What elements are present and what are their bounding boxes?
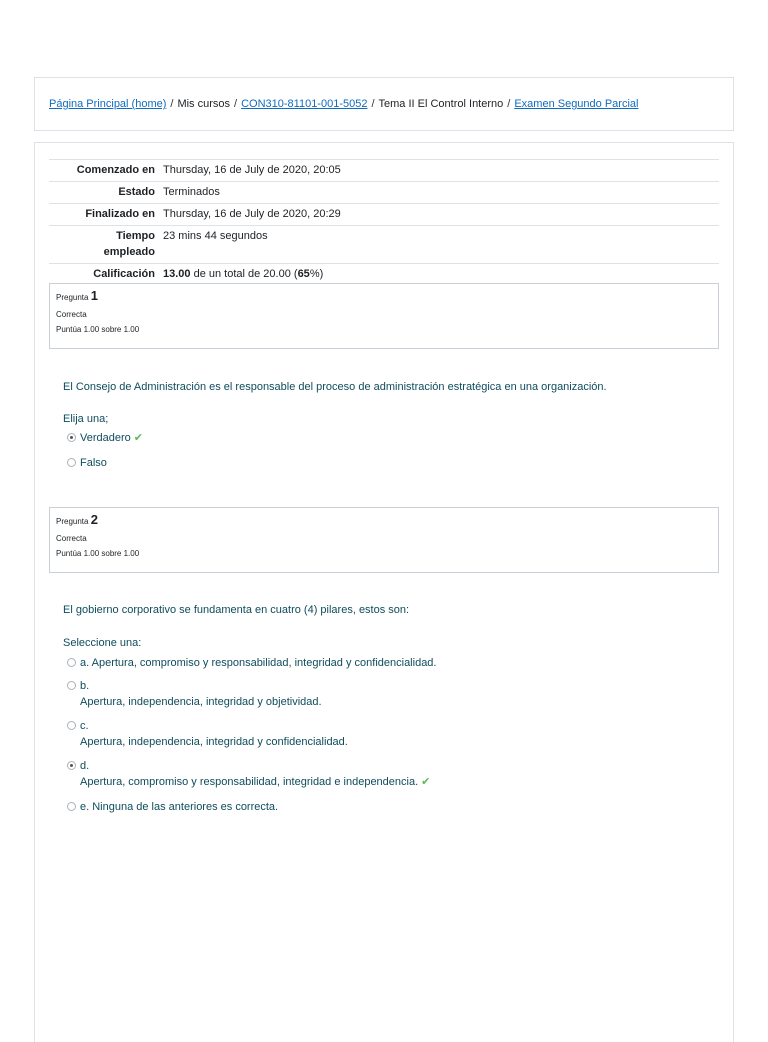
question-points: Puntúa 1.00 sobre 1.00 <box>56 325 140 334</box>
radio-icon[interactable] <box>67 721 76 730</box>
question-2-option-e[interactable] <box>67 799 278 815</box>
question-prefix: Pregunta <box>56 517 89 526</box>
question-status: Correcta <box>56 310 87 319</box>
summary-row-time <box>49 226 719 264</box>
summary-label <box>49 226 159 264</box>
check-icon: ✔ <box>421 776 431 788</box>
option-label: a. Apertura, compromiso y responsabilidad, integridad y confidencialidad. <box>80 657 437 669</box>
question-1-text: El Consejo de Administración es el responsable del proceso de administración estratégica en una organización. <box>63 381 607 393</box>
radio-icon[interactable] <box>67 802 76 811</box>
breadcrumb-separator: / <box>234 98 238 110</box>
question-points: Puntúa 1.00 sobre 1.00 <box>56 549 140 558</box>
grade-score: 13.00 <box>163 268 191 280</box>
breadcrumb-card <box>34 77 734 131</box>
question-2-info <box>49 507 719 573</box>
summary-label: Finalizado en <box>49 204 159 226</box>
summary-value: Thursday, 16 de July de 2020, 20:05 <box>159 160 719 182</box>
breadcrumb-home-link[interactable]: Página Principal (home) <box>49 98 167 110</box>
summary-label: Estado <box>49 182 159 204</box>
option-label: c. <box>80 720 89 732</box>
question-2-option-a[interactable] <box>67 655 436 671</box>
breadcrumb-my-courses: Mis cursos <box>177 98 231 110</box>
option-body: Apertura, independencia, integridad y confidencialidad. <box>80 736 348 748</box>
summary-label-line: Tiempo <box>116 230 155 242</box>
question-2-prompt: Seleccione una: <box>63 637 142 649</box>
question-1-option-false[interactable] <box>67 455 107 471</box>
breadcrumb-topic: Tema II El Control Interno <box>378 98 504 110</box>
summary-row-started <box>49 160 719 182</box>
breadcrumb-course-link[interactable]: CON310-81101-001-5052 <box>241 98 368 110</box>
question-1-option-true[interactable] <box>67 430 143 446</box>
summary-value: Thursday, 16 de July de 2020, 20:29 <box>159 204 719 226</box>
question-2-text: El gobierno corporativo se fundamenta en cuatro (4) pilares, estos son: <box>63 604 410 616</box>
radio-icon[interactable] <box>67 658 76 667</box>
question-2-option-b[interactable] <box>67 678 322 710</box>
breadcrumb-separator: / <box>170 98 174 110</box>
summary-row-finished <box>49 204 719 226</box>
question-prefix: Pregunta <box>56 293 89 302</box>
radio-icon[interactable] <box>67 433 76 442</box>
question-1-info <box>49 283 719 349</box>
grade-text: de un total de 20.00 ( <box>190 268 298 280</box>
option-label: Falso <box>80 457 107 469</box>
question-2-option-c[interactable] <box>67 718 348 750</box>
summary-row-state <box>49 182 719 204</box>
question-number: 2 <box>90 512 98 527</box>
option-label: e. Ninguna de las anteriores es correcta. <box>80 801 279 813</box>
breadcrumb-separator: / <box>507 98 511 110</box>
check-icon: ✔ <box>133 432 143 444</box>
grade-text-end: %) <box>309 268 324 280</box>
question-number: 1 <box>90 288 98 303</box>
radio-icon[interactable] <box>67 458 76 467</box>
quiz-review-card <box>34 142 734 1042</box>
question-status: Correcta <box>56 534 87 543</box>
option-label: Verdadero <box>80 432 131 444</box>
option-body: Apertura, compromiso y responsabilidad, integridad e independencia. <box>80 776 419 788</box>
summary-label: Comenzado en <box>49 160 159 182</box>
summary-value: Terminados <box>159 182 719 204</box>
attempt-summary-table <box>49 159 719 286</box>
summary-value: 23 mins 44 segundos <box>159 226 719 264</box>
question-1-prompt: Elija una; <box>63 413 109 425</box>
option-body: Apertura, independencia, integridad y objetividad. <box>80 696 322 708</box>
breadcrumb <box>49 98 638 110</box>
breadcrumb-separator: / <box>371 98 375 110</box>
summary-label: Calificación <box>49 264 159 286</box>
grade-percent: 65 <box>297 268 310 280</box>
question-2-option-d[interactable] <box>67 758 430 790</box>
radio-icon[interactable] <box>67 761 76 770</box>
breadcrumb-exam-link[interactable]: Examen Segundo Parcial <box>514 98 639 110</box>
option-label: d. <box>80 760 90 772</box>
option-label: b. <box>80 680 90 692</box>
summary-label-line: empleado <box>103 246 155 258</box>
radio-icon[interactable] <box>67 681 76 690</box>
